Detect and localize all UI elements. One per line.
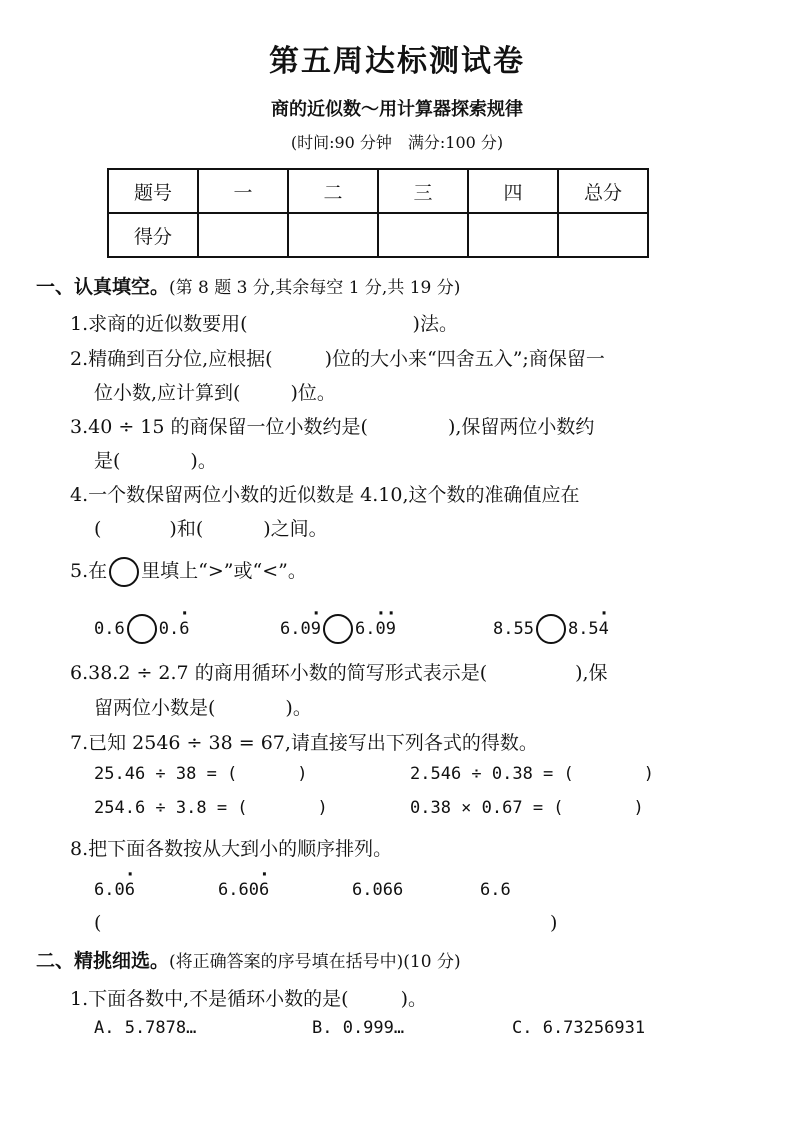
- q5-text-b: 里填上“>”或“<”。: [141, 560, 307, 582]
- q8-n2-pre: 6.60: [218, 880, 259, 900]
- q5-p2-right-pre: 6.: [354, 619, 376, 639]
- question-2-line2: [94, 378, 336, 405]
- score-input-q2[interactable]: [288, 213, 378, 257]
- q8-number-3: 6.066: [352, 880, 404, 900]
- q5-p2-left-rep: · 9: [311, 619, 321, 639]
- q7-e4: 0.38 × 0.67 = (: [410, 798, 564, 818]
- q8-n2-rep: · 6: [259, 880, 269, 900]
- question-5: [70, 556, 307, 587]
- q5-p2-right-rep1: · 0: [375, 619, 385, 639]
- q7-e3: 254.6 ÷ 3.8 = (: [94, 798, 248, 818]
- q7-e2-end: ): [643, 764, 655, 784]
- s2q1-option-c[interactable]: C. 6.73256931: [512, 1018, 646, 1038]
- q2-text-c: 位小数,应计算到(: [94, 382, 241, 404]
- score-table-header-row: [108, 169, 648, 213]
- score-cell-q3: 三: [378, 169, 468, 213]
- section2-heading: 二、精挑细选。: [36, 950, 170, 972]
- q8-number-1: [94, 880, 135, 900]
- q4-text-a: 4.一个数保留两位小数的近似数是 4.10,这个数的准确值应在: [70, 484, 580, 506]
- q1-text-a: 1.求商的近似数要用(: [70, 313, 248, 335]
- q2-text-a: 2.精确到百分位,应根据(: [70, 348, 273, 370]
- q8-answer-close: ): [550, 912, 558, 934]
- question-4-line2: [94, 514, 328, 541]
- q7-e3-end: ): [317, 798, 328, 818]
- q2-text-b: )位的大小来“四舍五入”;商保留一: [324, 348, 605, 370]
- question-1: [70, 309, 458, 336]
- q6-text-a: 6.38.2 ÷ 2.7 的商用循环小数的简写形式表示是(: [70, 662, 488, 684]
- q5-p1-right-pre: 0.: [158, 619, 180, 639]
- q8-answer-open: (: [94, 912, 102, 934]
- q5-text-a: 5.在: [70, 560, 108, 582]
- score-cell-label: 题号: [108, 169, 198, 213]
- score-table-score-row: [108, 213, 648, 257]
- question-6-line1: [70, 658, 608, 685]
- section2-note: (将正确答案的序号填在括号中)(10 分): [169, 952, 461, 972]
- q6-text-b: ),保: [575, 662, 608, 684]
- section1-note: (第 8 题 3 分,其余每空 1 分,共 19 分): [169, 278, 461, 298]
- q7-expr-3: [94, 798, 328, 818]
- q5-pair-1: [94, 614, 189, 644]
- score-cell-q1: 一: [198, 169, 288, 213]
- score-row-label: 得分: [108, 213, 198, 257]
- q7-expr-4: [410, 798, 644, 818]
- s2-question-1: [70, 984, 427, 1011]
- q8-n1-rep: · 6: [125, 880, 135, 900]
- question-3-line1: [70, 412, 594, 439]
- q5-p3-right-pre: 8.5: [567, 619, 599, 639]
- q7-e4-end: ): [633, 798, 644, 818]
- q3-text-c: 是(: [94, 450, 121, 472]
- section1-heading: 一、认真填空。: [36, 276, 170, 298]
- time-info: (时间:90 分钟 满分:100 分): [290, 133, 504, 152]
- score-input-q1[interactable]: [198, 213, 288, 257]
- q4-text-c: )和(: [169, 518, 204, 540]
- example-circle-icon: [109, 557, 139, 587]
- q7-intro: 7.已知 2546 ÷ 38 = 67,请直接写出下列各式的得数。: [70, 732, 538, 754]
- q5-p1-circle[interactable]: [127, 614, 157, 644]
- score-input-q4[interactable]: [468, 213, 558, 257]
- s2q1-text-b: )。: [400, 988, 428, 1010]
- q6-text-c: 留两位小数是(: [94, 697, 216, 719]
- question-2-line1: [70, 344, 605, 371]
- score-cell-q2: 二: [288, 169, 378, 213]
- score-table: [107, 168, 649, 258]
- q5-pair-2: [280, 614, 396, 644]
- section2-heading-line: [36, 946, 461, 973]
- question-3-line2: [94, 446, 217, 473]
- question-4-line1: [70, 480, 580, 507]
- question-8-intro: [70, 834, 392, 861]
- q5-p3-right-rep: · 4: [599, 619, 609, 639]
- s2q1-option-a[interactable]: A. 5.7878…: [94, 1018, 197, 1038]
- page-subtitle: 商的近似数～用计算器探索规律: [271, 99, 523, 120]
- q5-p1-right-rep: · 6: [179, 619, 189, 639]
- question-6-line2: [94, 693, 312, 720]
- score-input-q3[interactable]: [378, 213, 468, 257]
- q7-expr-2: [410, 764, 654, 784]
- q8-n1-pre: 6.0: [94, 880, 125, 900]
- q5-p2-right-rep2: · 9: [386, 619, 396, 639]
- q7-e1: 25.46 ÷ 38 = (: [94, 764, 238, 784]
- q5-p3-circle[interactable]: [536, 614, 566, 644]
- q7-expr-1: [94, 764, 308, 784]
- q5-p3-left: 8.55: [493, 619, 534, 639]
- q1-text-b: )法。: [412, 313, 458, 335]
- score-input-total[interactable]: [558, 213, 648, 257]
- q8-answer-blank[interactable]: [110, 906, 540, 936]
- section1-heading-line: [36, 272, 460, 299]
- q8-number-2: [218, 880, 269, 900]
- q5-p2-left-pre: 6.0: [280, 619, 311, 639]
- q4-text-b: (: [94, 518, 102, 540]
- q5-pair-3: [493, 614, 609, 644]
- q8-intro: 8.把下面各数按从大到小的顺序排列。: [70, 838, 393, 860]
- q6-text-d: )。: [285, 697, 312, 719]
- question-7-intro: [70, 728, 538, 755]
- q8-number-4: 6.6: [480, 880, 511, 900]
- q3-text-b: ),保留两位小数约: [447, 416, 595, 438]
- q4-text-d: )之间。: [263, 518, 328, 540]
- s2q1-option-b[interactable]: B. 0.999…: [312, 1018, 405, 1038]
- q3-text-a: 3.40 ÷ 15 的商保留一位小数约是(: [70, 416, 368, 438]
- q7-e2: 2.546 ÷ 0.38 = (: [410, 764, 574, 784]
- q5-p2-circle[interactable]: [323, 614, 353, 644]
- q5-p1-left: 0.6: [94, 619, 125, 639]
- q7-e1-end: ): [297, 764, 308, 784]
- q3-text-d: )。: [190, 450, 217, 472]
- score-cell-q4: 四: [468, 169, 558, 213]
- q2-text-d: )位。: [290, 382, 336, 404]
- score-cell-total: 总分: [558, 169, 648, 213]
- s2q1-text-a: 1.下面各数中,不是循环小数的是(: [70, 988, 349, 1010]
- page-title: 第五周达标测试卷: [269, 44, 525, 79]
